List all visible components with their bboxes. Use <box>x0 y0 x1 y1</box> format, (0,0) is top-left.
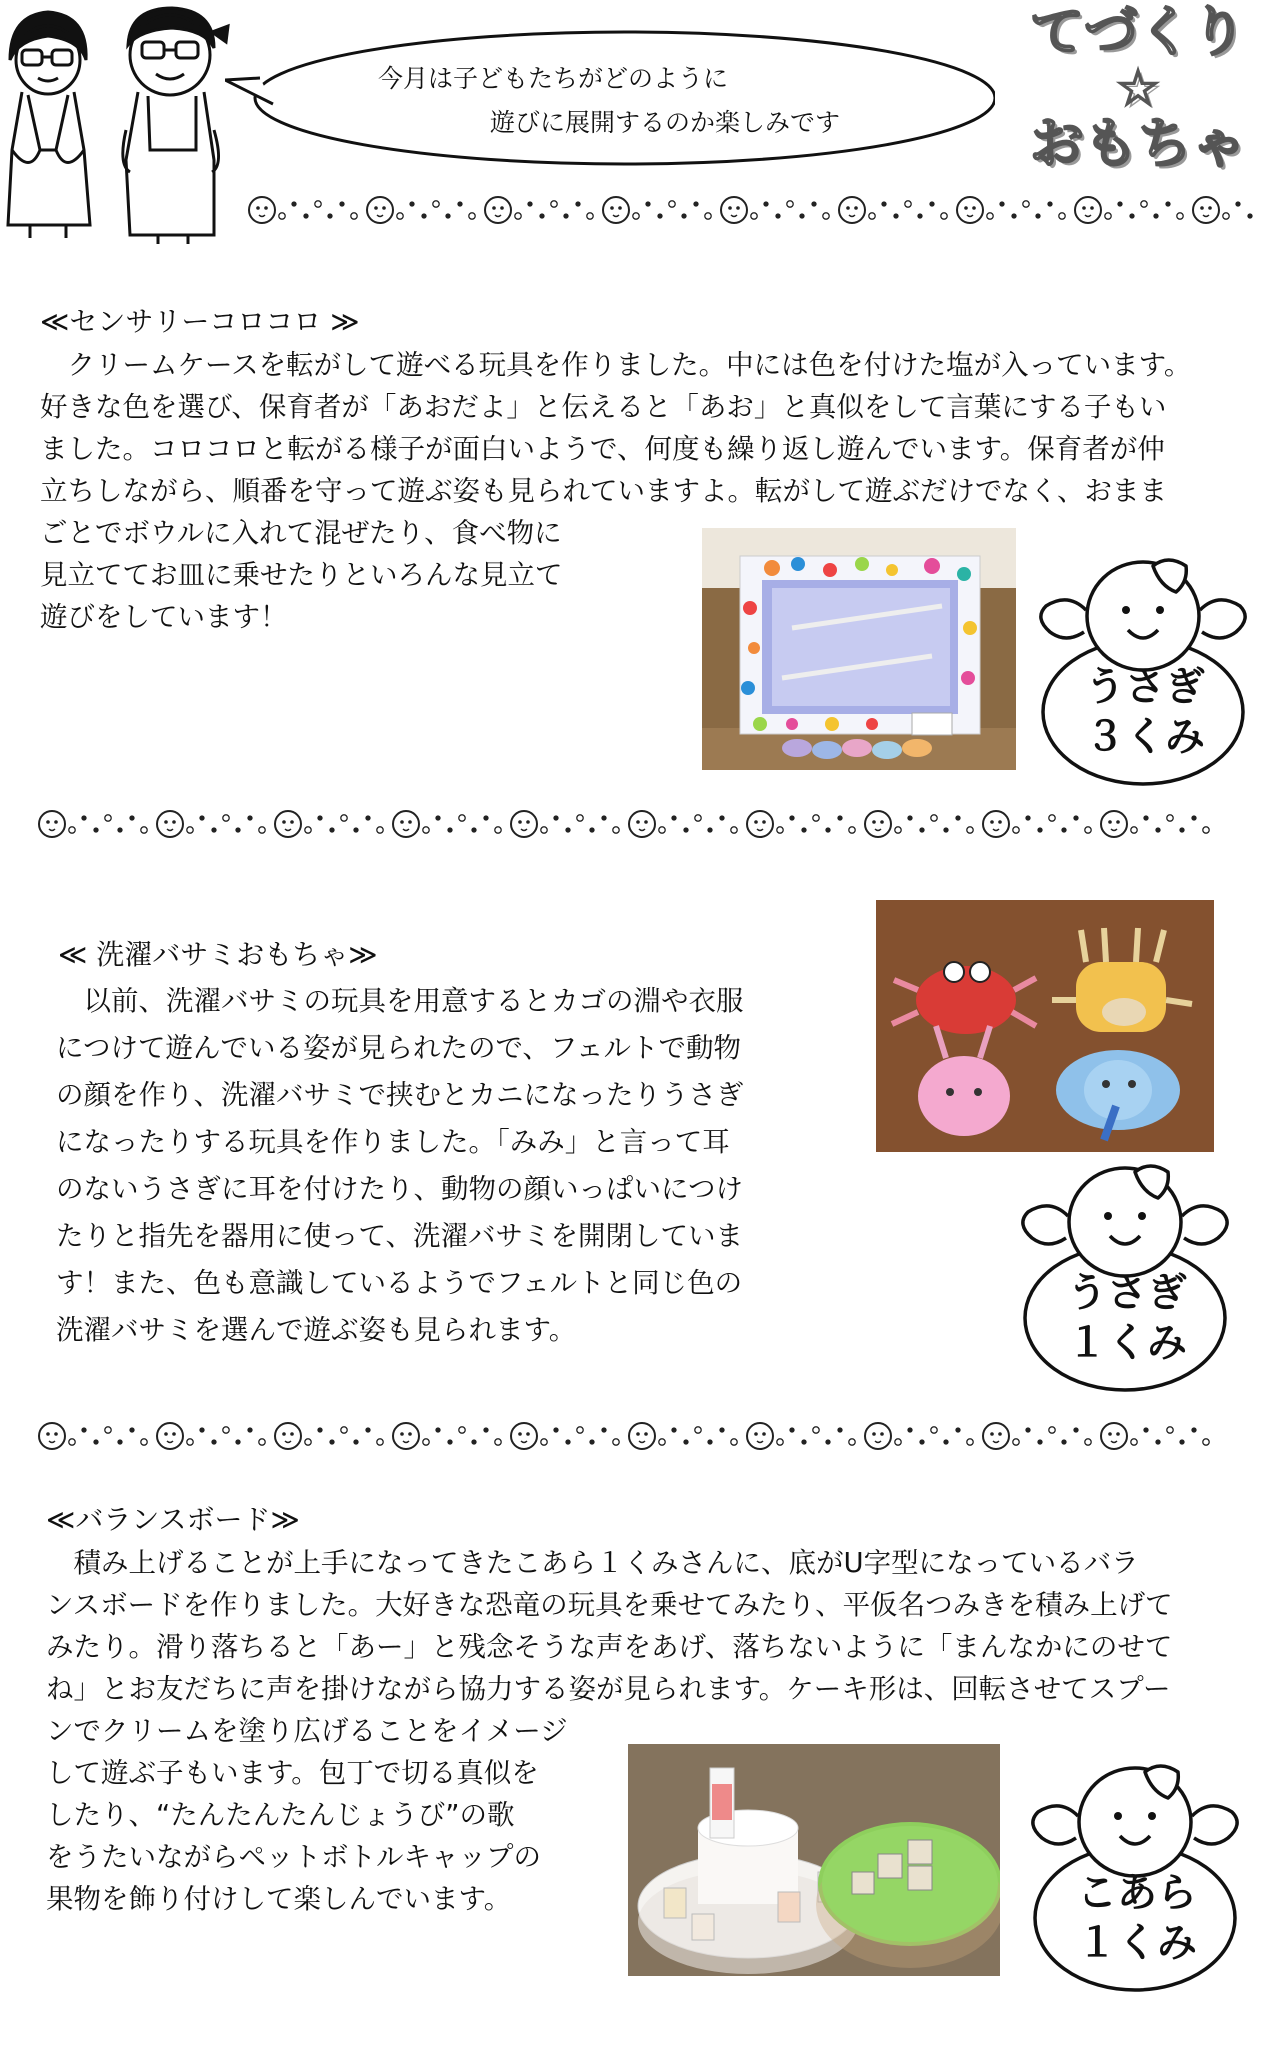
divider-dot <box>118 828 122 832</box>
divider-dot <box>366 816 370 820</box>
divider-dot <box>305 1439 311 1445</box>
clothespin-toy-photo <box>876 900 1214 1152</box>
divider-dot <box>672 1428 676 1432</box>
divider-dot <box>849 1439 855 1445</box>
divider-dot <box>944 1440 948 1444</box>
chick-face-icon <box>393 811 419 837</box>
divider-dot <box>436 816 440 820</box>
divider-dot <box>577 1427 583 1433</box>
divider-dot <box>1038 828 1042 832</box>
title-line-1: てづくり <box>1030 0 1246 63</box>
divider-dot <box>1156 1440 1160 1444</box>
divider-dot <box>802 1440 806 1444</box>
divider-dot <box>341 815 347 821</box>
divider-dot <box>956 1428 960 1432</box>
divider-dot <box>659 827 665 833</box>
section1-line: ごとでボウルに入れて混ぜたり、食べ物に <box>40 517 562 549</box>
divider-dot <box>541 827 547 833</box>
divider-dot <box>212 828 216 832</box>
divider-dot <box>633 213 639 219</box>
badge-line-2: ３くみ <box>1085 714 1205 760</box>
divider-dot <box>1236 202 1240 206</box>
divider-dot <box>448 828 452 832</box>
divider-dot <box>423 1439 429 1445</box>
chick-face-icon <box>1193 197 1219 223</box>
chick-face-icon <box>1101 811 1127 837</box>
section1-heading: ≪センサリーコロコロ ≫ <box>40 305 360 338</box>
divider-dot <box>613 1439 619 1445</box>
divider-dot <box>340 202 344 206</box>
divider-dot <box>777 1439 783 1445</box>
divider-top <box>240 188 1260 232</box>
chick-face-icon <box>747 1423 773 1449</box>
divider-dot <box>720 1428 724 1432</box>
section3-line: 積み上げることが上手になってきたこあら１くみさんに、底がU字型になっているバラ <box>46 1547 1139 1579</box>
divider-dot <box>731 827 737 833</box>
divider-dot <box>800 214 804 218</box>
section3-line: ンスボードを作りました。大好きな恐竜の玩具を乗せてみたり、平仮名つみきを積み上げて <box>46 1589 1173 1621</box>
divider-dot <box>1048 202 1052 206</box>
divider-dot <box>304 214 308 218</box>
divider-dot <box>328 214 332 218</box>
chick-face-icon <box>393 1423 419 1449</box>
divider-dot <box>1144 816 1148 820</box>
chick-face-icon <box>1075 197 1101 223</box>
section1-line: 見立ててお皿に乗せたりといろんな見立て <box>40 559 563 591</box>
section3-line: したり、“たんたんたんじょうび”の歌 <box>46 1799 515 1831</box>
divider-dot <box>1012 214 1016 218</box>
divider-dot <box>813 815 819 821</box>
divider-dot <box>1167 1427 1173 1433</box>
divider-dot <box>236 1440 240 1444</box>
divider-dot <box>515 213 521 219</box>
section3-text <box>46 1542 1173 1920</box>
divider-dot <box>1049 1427 1055 1433</box>
divider-dot <box>212 1440 216 1444</box>
divider-dot <box>684 1440 688 1444</box>
divider-dot <box>613 827 619 833</box>
divider-dot <box>1085 1439 1091 1445</box>
chick-face-icon <box>1101 1423 1127 1449</box>
divider-dot <box>459 815 465 821</box>
chick-face-icon <box>629 1423 655 1449</box>
divider-dot <box>495 827 501 833</box>
divider-dot <box>1177 213 1183 219</box>
divider-dot <box>1156 828 1160 832</box>
divider-dot <box>576 202 580 206</box>
divider-dot <box>1192 1428 1196 1432</box>
divider-dot <box>459 1427 465 1433</box>
divider-dot <box>141 827 147 833</box>
divider-dot <box>1026 1428 1030 1432</box>
divider-dot <box>528 202 532 206</box>
divider-1 <box>30 802 1230 846</box>
divider-dot <box>695 815 701 821</box>
divider-dot <box>920 1440 924 1444</box>
divider-dot <box>330 1440 334 1444</box>
divider-dot <box>1036 214 1040 218</box>
divider-dot <box>941 213 947 219</box>
divider-2 <box>30 1414 1230 1458</box>
divider-dot <box>987 213 993 219</box>
chick-face-icon <box>629 811 655 837</box>
divider-dot <box>646 202 650 206</box>
divider-dot <box>1131 827 1137 833</box>
divider-dot <box>695 1427 701 1433</box>
divider-dot <box>1154 214 1158 218</box>
divider-dot <box>1130 214 1134 218</box>
divider-dot <box>248 816 252 820</box>
badge-line-2: １くみ <box>1067 1320 1187 1366</box>
divider-dot <box>236 828 240 832</box>
divider-dot <box>423 827 429 833</box>
divider-dot <box>1085 827 1091 833</box>
divider-dot <box>1026 816 1030 820</box>
section2-line: 洗濯バサミを選んで遊ぶ姿も見られます。 <box>56 1314 577 1346</box>
divider-dot <box>82 816 86 820</box>
divider-dot <box>472 828 476 832</box>
badge-line-1: うさぎ <box>1067 1270 1187 1316</box>
divider-dot <box>1192 816 1196 820</box>
section1-text <box>40 344 1191 638</box>
divider-dot <box>967 1439 973 1445</box>
divider-dot <box>587 213 593 219</box>
divider-dot <box>682 214 686 218</box>
divider-dot <box>341 1427 347 1433</box>
divider-dot <box>826 1440 830 1444</box>
divider-dot <box>377 827 383 833</box>
divider-dot <box>366 1428 370 1432</box>
chick-face-icon <box>511 811 537 837</box>
divider-dot <box>259 827 265 833</box>
chick-face-icon <box>865 1423 891 1449</box>
divider-dot <box>554 816 558 820</box>
divider-dot <box>1074 816 1078 820</box>
divider-dot <box>908 1428 912 1432</box>
divider-dot <box>292 202 296 206</box>
section2-line: 以前、洗濯バサミの玩具を用意するとカゴの淵や衣服 <box>56 985 744 1017</box>
divider-dot <box>895 1439 901 1445</box>
divider-dot <box>200 816 204 820</box>
chick-face-icon <box>983 811 1009 837</box>
divider-dot <box>495 1439 501 1445</box>
chick-face-icon <box>747 811 773 837</box>
section3-line: ンでクリームを塗り広げることをイメージ <box>46 1715 568 1747</box>
divider-dot <box>905 201 911 207</box>
divider-dot <box>1038 1440 1042 1444</box>
divider-dot <box>1167 815 1173 821</box>
divider-dot <box>351 213 357 219</box>
divider-dot <box>448 1440 452 1444</box>
divider-dot <box>130 816 134 820</box>
chick-face-icon <box>39 1423 65 1449</box>
divider-dot <box>305 827 311 833</box>
section3-line: みたり。滑り落ちると「あー」と残念そうな声をあげ、落ちないように「まんなかにのせて <box>46 1631 1173 1663</box>
divider-dot <box>248 1428 252 1432</box>
section3-line: 果物を飾り付けして楽しんでいます。 <box>46 1883 512 1915</box>
divider-dot <box>469 213 475 219</box>
divider-dot <box>1248 214 1252 218</box>
divider-dot <box>672 816 676 820</box>
title-star: ☆ <box>1115 59 1161 117</box>
chick-face-icon <box>157 1423 183 1449</box>
section2-line: につけて遊んでいる姿が見られたので、フェルトで動物 <box>56 1032 742 1064</box>
divider-dot <box>826 828 830 832</box>
divider-dot <box>694 202 698 206</box>
divider-dot <box>1049 815 1055 821</box>
divider-dot <box>566 1440 570 1444</box>
divider-dot <box>422 214 426 218</box>
divider-dot <box>838 1428 842 1432</box>
section1-line: クリームケースを転がして遊べる玩具を作りました。中には色を付けた塩が入っています。 <box>40 349 1192 381</box>
divider-dot <box>397 213 403 219</box>
divider-dot <box>330 828 334 832</box>
divider-dot <box>315 201 321 207</box>
divider-dot <box>838 816 842 820</box>
divider-dot <box>967 827 973 833</box>
divider-dot <box>590 1440 594 1444</box>
divider-dot <box>1105 213 1111 219</box>
divider-dot <box>187 1439 193 1445</box>
divider-dot <box>956 816 960 820</box>
divider-dot <box>1013 827 1019 833</box>
chick-face-icon <box>511 1423 537 1449</box>
divider-dot <box>433 201 439 207</box>
divider-dot <box>658 214 662 218</box>
badge-line-1: うさぎ <box>1085 664 1205 710</box>
section1-line: 好きな色を選び、保育者が「あおだよ」と伝えると「あお」と真似をして言葉にする子もい <box>40 391 1167 423</box>
divider-dot <box>1141 201 1147 207</box>
divider-dot <box>708 1440 712 1444</box>
chick-face-icon <box>839 197 865 223</box>
divider-dot <box>669 201 675 207</box>
divider-dot <box>377 1439 383 1445</box>
divider-dot <box>1074 1428 1078 1432</box>
divider-dot <box>577 815 583 821</box>
divider-dot <box>94 828 98 832</box>
divider-dot <box>1062 828 1066 832</box>
divider-dot <box>1131 1439 1137 1445</box>
divider-dot <box>141 1439 147 1445</box>
chick-face-icon <box>957 197 983 223</box>
divider-dot <box>920 828 924 832</box>
divider-dot <box>541 1439 547 1445</box>
divider-dot <box>484 816 488 820</box>
section2-line: す！また、色も意識しているようでフェルトと同じ色の <box>56 1267 743 1299</box>
section2-text <box>56 978 744 1354</box>
divider-dot <box>458 202 462 206</box>
divider-dot <box>200 1428 204 1432</box>
divider-dot <box>931 815 937 821</box>
divider-dot <box>659 1439 665 1445</box>
divider-dot <box>1180 1440 1184 1444</box>
divider-dot <box>777 827 783 833</box>
divider-dot <box>118 1440 122 1444</box>
divider-dot <box>720 816 724 820</box>
divider-dot <box>279 213 285 219</box>
divider-dot <box>1203 1439 1209 1445</box>
divider-dot <box>869 213 875 219</box>
divider-dot <box>590 828 594 832</box>
divider-dot <box>187 827 193 833</box>
class-badge-koala-1 <box>1042 1868 1232 1968</box>
divider-dot <box>354 1440 358 1444</box>
divider-dot <box>1203 827 1209 833</box>
divider-dot <box>551 201 557 207</box>
divider-dot <box>1062 1440 1066 1444</box>
divider-dot <box>540 214 544 218</box>
section2-line: になったりする玩具を作りました。「みみ」と言って耳 <box>56 1126 730 1158</box>
chick-face-icon <box>721 197 747 223</box>
class-badge-usagi-3 <box>1050 662 1240 762</box>
divider-dot <box>223 1427 229 1433</box>
divider-dot <box>1166 202 1170 206</box>
divider-dot <box>484 1428 488 1432</box>
section3-line: して遊ぶ子もいます。包丁で切る真似を <box>46 1757 539 1789</box>
divider-dot <box>318 816 322 820</box>
divider-dot <box>705 213 711 219</box>
badge-line-2: １くみ <box>1077 1920 1197 1966</box>
chick-face-icon <box>275 811 301 837</box>
divider-dot <box>790 816 794 820</box>
divider-dot <box>105 815 111 821</box>
speech-line-2: 遊びに展開するのか楽しみです <box>490 108 841 137</box>
divider-dot <box>1180 828 1184 832</box>
divider-dot <box>1118 202 1122 206</box>
divider-dot <box>764 202 768 206</box>
divider-dot <box>554 1428 558 1432</box>
divider-dot <box>130 1428 134 1432</box>
divider-dot <box>1059 213 1065 219</box>
badge-line-1: こあら <box>1077 1870 1197 1916</box>
divider-dot <box>684 828 688 832</box>
divider-dot <box>849 827 855 833</box>
divider-dot <box>1144 1428 1148 1432</box>
divider-dot <box>918 214 922 218</box>
section2-line: たりと指先を器用に使って、洗濯バサミを開閉していま <box>56 1220 743 1252</box>
section1-line: 立ちしながら、順番を守って遊ぶ姿も見られていますよ。転がして遊ぶだけでなく、おまま <box>40 475 1167 507</box>
divider-dot <box>69 1439 75 1445</box>
section1-line: ました。コロコロと転がる様子が面白いようで、何度も繰り返し遊んでいます。保育者が仲 <box>40 433 1165 465</box>
chick-face-icon <box>485 197 511 223</box>
divider-dot <box>82 1428 86 1432</box>
divider-dot <box>602 1428 606 1432</box>
divider-dot <box>69 827 75 833</box>
divider-dot <box>354 828 358 832</box>
divider-dot <box>1223 213 1229 219</box>
divider-dot <box>446 214 450 218</box>
chick-face-icon <box>603 197 629 223</box>
divider-dot <box>751 213 757 219</box>
divider-dot <box>436 1428 440 1432</box>
chick-face-icon <box>39 811 65 837</box>
divider-dot <box>787 201 793 207</box>
divider-dot <box>894 214 898 218</box>
divider-dot <box>94 1440 98 1444</box>
divider-dot <box>802 828 806 832</box>
divider-dot <box>813 1427 819 1433</box>
divider-dot <box>930 202 934 206</box>
section3-line: をうたいながらペットボトルキャップの <box>46 1841 541 1873</box>
divider-dot <box>410 202 414 206</box>
section3-line: ね」とお友だちに声を掛けながら協力する姿が見られます。ケーキ形は、回転させてスプー <box>46 1673 1171 1705</box>
divider-dot <box>1023 201 1029 207</box>
divider-dot <box>790 1428 794 1432</box>
speech-line-1: 今月は子どもたちがどのように <box>378 64 729 93</box>
divider-dot <box>223 815 229 821</box>
divider-dot <box>908 816 912 820</box>
chick-face-icon <box>275 1423 301 1449</box>
class-badge-usagi-1 <box>1032 1268 1222 1368</box>
divider-dot <box>931 1427 937 1433</box>
divider-dot <box>602 816 606 820</box>
teachers-illustration <box>0 0 250 245</box>
divider-dot <box>823 213 829 219</box>
section2-line: のないうさぎに耳を付けたり、動物の顔いっぱいにつけ <box>56 1173 743 1205</box>
divider-dot <box>1000 202 1004 206</box>
section2-heading: ≪ 洗濯バサミおもちゃ≫ <box>58 938 378 971</box>
divider-dot <box>318 1428 322 1432</box>
section1-line: 遊びをしています！ <box>40 601 288 633</box>
balance-board-photo <box>628 1744 1000 1976</box>
divider-dot <box>105 1427 111 1433</box>
divider-dot <box>731 1439 737 1445</box>
divider-dot <box>776 214 780 218</box>
divider-dot <box>812 202 816 206</box>
divider-dot <box>708 828 712 832</box>
page-title <box>1010 2 1266 174</box>
chick-face-icon <box>157 811 183 837</box>
divider-dot <box>944 828 948 832</box>
title-line-2: おもちゃ <box>1030 112 1246 175</box>
chick-face-icon <box>367 197 393 223</box>
chick-face-icon <box>983 1423 1009 1449</box>
divider-dot <box>259 1439 265 1445</box>
divider-dot <box>564 214 568 218</box>
divider-dot <box>472 1440 476 1444</box>
divider-dot <box>1013 1439 1019 1445</box>
section2-line: の顔を作り、洗濯バサミで挟むとカニになったりうさぎ <box>56 1079 744 1111</box>
sensory-toy-photo <box>702 528 1016 770</box>
chick-face-icon <box>865 811 891 837</box>
chick-face-icon <box>249 197 275 223</box>
divider-dot <box>566 828 570 832</box>
divider-dot <box>895 827 901 833</box>
section3-heading: ≪バランスボード≫ <box>46 1503 300 1536</box>
divider-dot <box>882 202 886 206</box>
